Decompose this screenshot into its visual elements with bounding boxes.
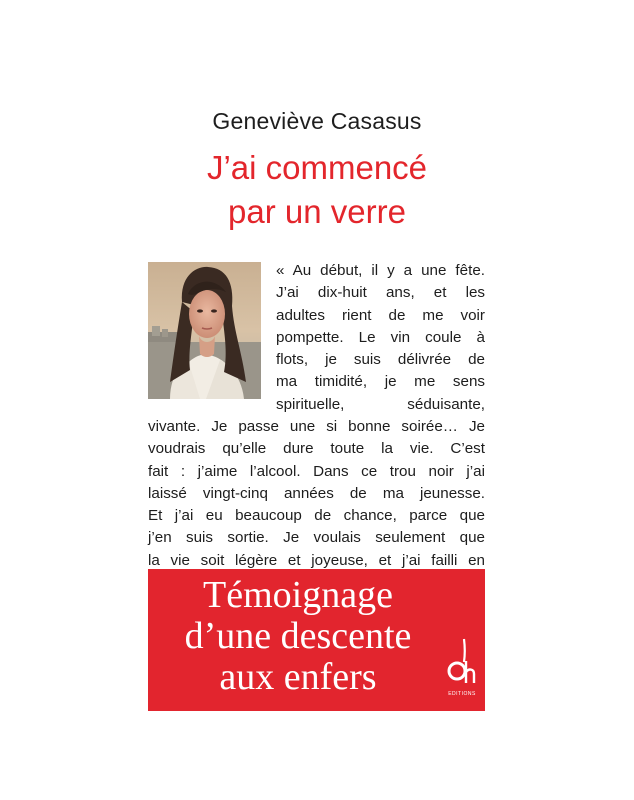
quote-paragraph-top [276, 260, 485, 416]
tagline-line: aux enfers [219, 656, 377, 698]
quote-line: ma timidité, je me sens [276, 373, 485, 391]
quote-line: flots, je suis délivrée de [276, 351, 485, 369]
tagline-line: d’une descente [184, 615, 412, 657]
quote-line: fait : j’aime l’alcool. Dans ce trou noir j’ai [148, 462, 485, 480]
quote-line: Et j’ai eu beaucoup de chance, parce que [148, 507, 485, 525]
quote-line: la vie soit légère et joyeuse, et j’ai failli en [148, 551, 485, 569]
publisher-logo-icon [444, 635, 480, 691]
quote-line: adultes rient de me voir [276, 306, 485, 324]
quote-paragraph-bottom [148, 416, 485, 594]
publisher-logo [444, 635, 480, 701]
tagline-line: Témoignage [203, 574, 393, 616]
quote-line: J’ai dix-huit ans, et les [276, 284, 485, 302]
quote-line: voudrais qu’elle dure toute la vie. C’est [148, 440, 485, 458]
portrait-illustration [148, 262, 261, 399]
author-name: Geneviève Casasus [212, 108, 422, 134]
publisher-logo-text: EDITIONS [448, 691, 476, 697]
book-title [0, 146, 634, 234]
quote-line: pompette. Le vin coule à [276, 328, 485, 346]
tagline [148, 575, 448, 698]
author-portrait-photo [148, 262, 261, 399]
title-line: J’ai commencé [206, 149, 428, 186]
quote-line: j’en suis sortie. Je voulais seulement que [148, 529, 485, 547]
quote-line: laissé vingt-cinq années de ma jeunesse. [148, 484, 485, 502]
quote-line: spirituelle, séduisante, [276, 395, 485, 413]
tagline-band [148, 569, 485, 711]
title-line: par un verre [228, 193, 406, 230]
quote-line: « Au début, il y a une fête. [276, 262, 485, 279]
quote-line: vivante. Je passe une si bonne soirée… Je [148, 418, 485, 435]
